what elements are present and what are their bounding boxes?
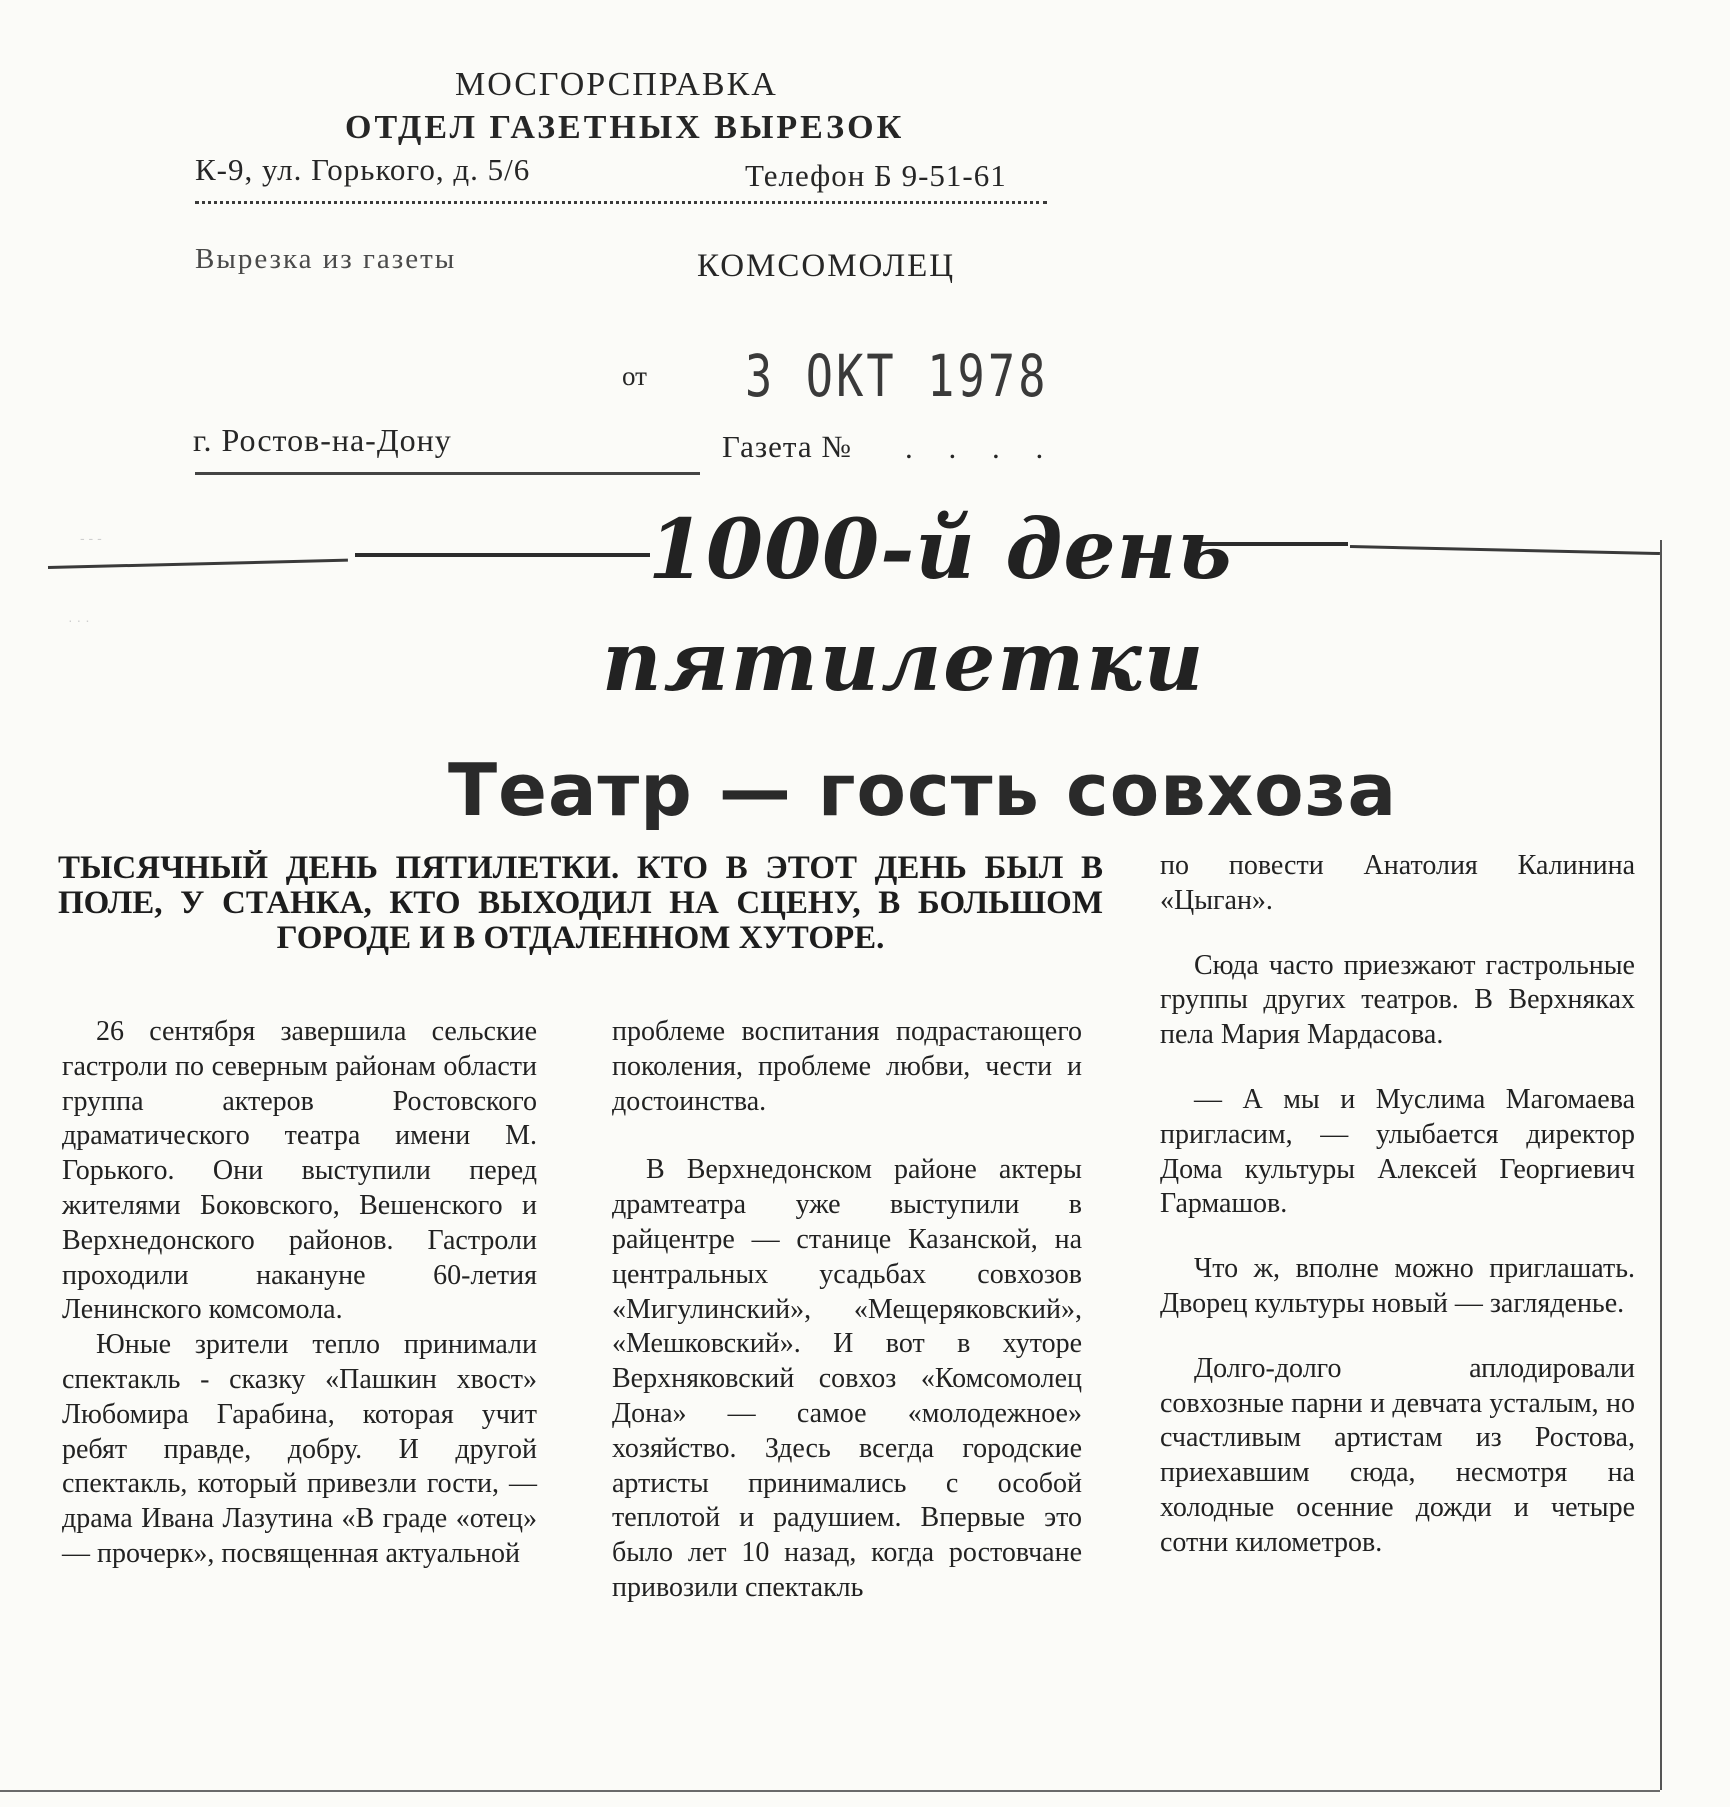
service-phone: Телефон Б 9-51-61 [745,158,1007,193]
article-column-1 [62,1015,537,1572]
article-column-3 [1160,849,1635,1561]
rubric-rule-left [48,559,348,569]
rubric-title-line1: 1000-й день [648,502,1233,598]
city-name: г. Ростов-на-Дону [193,422,452,458]
paragraph: 26 сентября завершила сельские гастроли по северным районам области группа актеров Ростовского драматического театра имени М. Горького. Они выступили перед жителями Боковского, Вешенского и Верхнедонского районов. Гастроли проходили накануне 60-летия Ленинского комсомола. [62,1016,537,1326]
article-headline: Театр — гость совхоза [448,748,1398,832]
article-column-2 [612,1015,1082,1606]
article-lead: ТЫСЯЧНЫЙ ДЕНЬ ПЯТИЛЕТКИ. КТО В ЭТОТ ДЕНЬ БЫЛ В ПОЛЕ, У СТАНКА, КТО ВЫХОДИЛ НА СЦЕНУ, В БОЛЬШОМ ГОРОДЕ И В ОТДАЛЕННОМ ХУТОРЕ. [58,850,1103,956]
rubric-rule-left-inner [355,553,650,557]
paragraph: Сюда часто приезжают гастрольные группы других театров. В Верхняках пела Мария Мардасова. [1160,949,1635,1051]
date-stamp: 3 ОКТ 1978 [745,342,1049,410]
service-address: К-9, ул. Горького, д. 5/6 [195,152,531,187]
clipping-label: Вырезка из газеты [195,243,457,275]
header-bottom-divider [195,472,700,475]
rubric-title-line2: пятилетки [602,614,1206,710]
paragraph: проблеме воспитания подрастающего поколения, проблеме любви, чести и достоинства. [612,1016,1082,1117]
paragraph: — А мы и Муслима Магомаева пригласим, — улыбается директор Дома культуры Алексей Георгиевич Гармашов. [1160,1083,1635,1220]
issue-dots: . . . . [905,430,1058,465]
paragraph: Долго-долго аплодировали совхозные парни и девчата усталым, но счастливым артистам из Ростова, приехавшим сюда, несмотря на холодные осенние дожди и четыре сотни километров. [1160,1352,1635,1558]
bleed-through-mark: · · · [68,612,90,628]
bleed-through-mark: - - - [80,530,102,546]
issue-label: Газета № [722,429,852,464]
newspaper-name: КОМСОМОЛЕЦ [697,248,956,284]
rubric-rule-right-outer [1350,545,1660,555]
paragraph: Юные зрители тепло принимали спектакль - сказку «Пашкин хвост» Любомира Гарабина, которая учит ребят правде, добру. И другой спектакль, который привезли гости, — драма Ивана Лазутина «В граде «отец» — прочерк», посвященная актуальной [62,1329,537,1569]
clipping-bottom-edge [0,1790,1660,1792]
paragraph: В Верхнедонском районе актеры драмтеатра уже выступили в райцентре — станице Казанской, на центральных усадьбах совхозов «Мигулинский», «Мещеряковский», «Мешковский». И вот в хуторе Верхняковский совхоз «Комсомолец Дона» — самое «молодежное» хозяйство. Здесь всегда городские артисты принимались с особой теплотой и радушием. Впервые это было лет 10 назад, когда ростовчане привозили спектакль [612,1154,1082,1603]
department-name: ОТДЕЛ ГАЗЕТНЫХ ВЫРЕЗОК [345,109,905,146]
paragraph: по повести Анатолия Калинина «Цыган». [1160,850,1635,916]
paragraph: Что ж, вполне можно приглашать. Дворец культуры новый — загляденье. [1160,1253,1635,1319]
clipping-right-edge [1660,540,1662,1790]
header-divider [195,201,1047,204]
date-prefix: от [622,361,647,391]
org-name: МОСГОРСПРАВКА [455,66,778,103]
